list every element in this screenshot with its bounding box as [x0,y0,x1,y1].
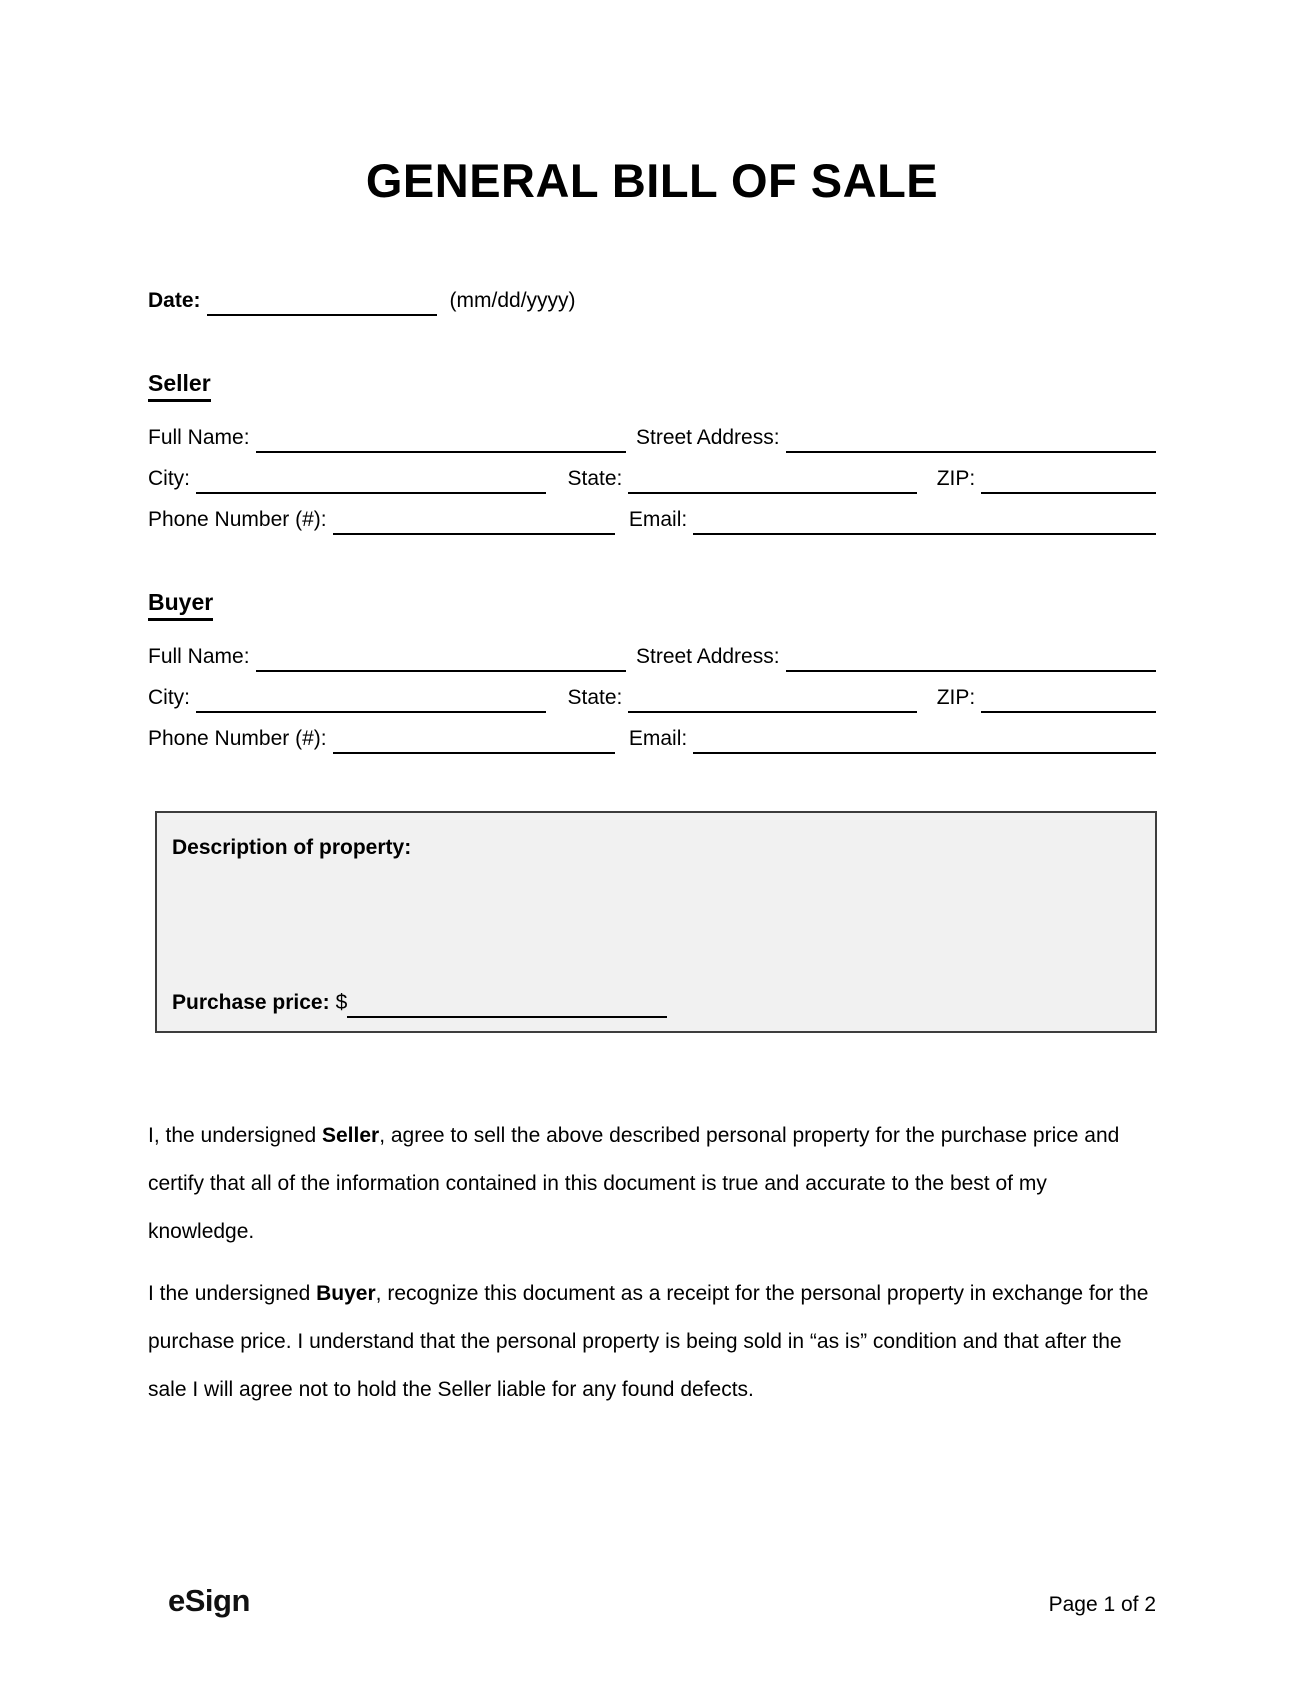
seller-zip-input-line[interactable] [981,464,1156,494]
seller-city-label: City: [148,467,190,490]
buyer-street-address-label: Street Address: [635,645,780,668]
purchase-price-label: Purchase price: [172,991,330,1014]
property-description-box [155,811,1157,1033]
seller-city-state-zip-row [148,464,1156,494]
purchase-price-input-line[interactable] [347,988,667,1018]
seller-state-input-line[interactable] [628,464,916,494]
date-row [148,286,1156,316]
buyer-agreement-body: , recognize this document as a receipt for the personal property in exchange for the purchase price. I understand that the personal property is being sold in “as is” condition and that after the sale I will agree not to hold the Seller liable for any found defects. [148,1282,1149,1401]
esign-logo: eSign [168,1583,250,1618]
seller-name-address-row [148,423,1156,453]
seller-agreement-body: , agree to sell the above described personal property for the purchase price and certify that all of the information contained in this document is true and accurate to the best of my knowledge. [148,1124,1120,1243]
buyer-section-heading [148,587,1156,617]
buyer-agreement-party: Buyer [316,1282,376,1305]
currency-symbol: $ [335,991,348,1014]
seller-phone-input-line[interactable] [333,505,615,535]
buyer-street-address-input-line[interactable] [786,642,1156,672]
buyer-city-label: City: [148,686,190,709]
buyer-phone-input-line[interactable] [333,724,615,754]
property-description-input-area[interactable] [172,863,1140,988]
buyer-email-input-line[interactable] [693,724,1156,754]
buyer-heading-text: Buyer [148,587,213,621]
seller-agreement-paragraph [148,1112,1156,1256]
page-footer [148,1583,1156,1623]
seller-email-input-line[interactable] [693,505,1156,535]
seller-fields [148,423,1156,535]
seller-state-label: State: [567,467,623,490]
seller-zip-label: ZIP: [936,467,976,490]
buyer-full-name-input-line[interactable] [256,642,626,672]
buyer-full-name-label: Full Name: [148,645,250,668]
seller-agreement-party: Seller [321,1124,380,1147]
property-description-label: Description of property: [172,836,412,859]
seller-city-input-line[interactable] [196,464,546,494]
date-input-line[interactable] [207,286,437,316]
buyer-state-input-line[interactable] [628,683,916,713]
buyer-email-label: Email: [628,727,688,750]
document-title: GENERAL BILL OF SALE [365,154,939,207]
seller-phone-label: Phone Number (#): [148,508,327,531]
page-number-indicator: Page 1 of 2 [1048,1593,1156,1616]
seller-agreement-lead: I, the undersigned [148,1124,322,1147]
date-label: Date: [148,289,201,312]
buyer-city-state-zip-row [148,683,1156,713]
buyer-zip-input-line[interactable] [981,683,1156,713]
seller-email-label: Email: [628,508,688,531]
buyer-city-input-line[interactable] [196,683,546,713]
buyer-phone-label: Phone Number (#): [148,727,327,750]
seller-street-address-input-line[interactable] [786,423,1156,453]
purchase-price-row [172,988,1140,1018]
seller-full-name-label: Full Name: [148,426,250,449]
seller-phone-email-row [148,505,1156,535]
buyer-zip-label: ZIP: [936,686,976,709]
buyer-fields [148,642,1156,754]
seller-section-heading [148,368,1156,398]
seller-street-address-label: Street Address: [635,426,780,449]
buyer-state-label: State: [567,686,623,709]
seller-heading-text: Seller [148,368,211,402]
seller-full-name-input-line[interactable] [256,423,626,453]
buyer-agreement-lead: I the undersigned [148,1282,317,1305]
buyer-agreement-paragraph [148,1270,1156,1414]
buyer-name-address-row [148,642,1156,672]
buyer-phone-email-row [148,724,1156,754]
date-format-hint: (mm/dd/yyyy) [449,289,576,312]
